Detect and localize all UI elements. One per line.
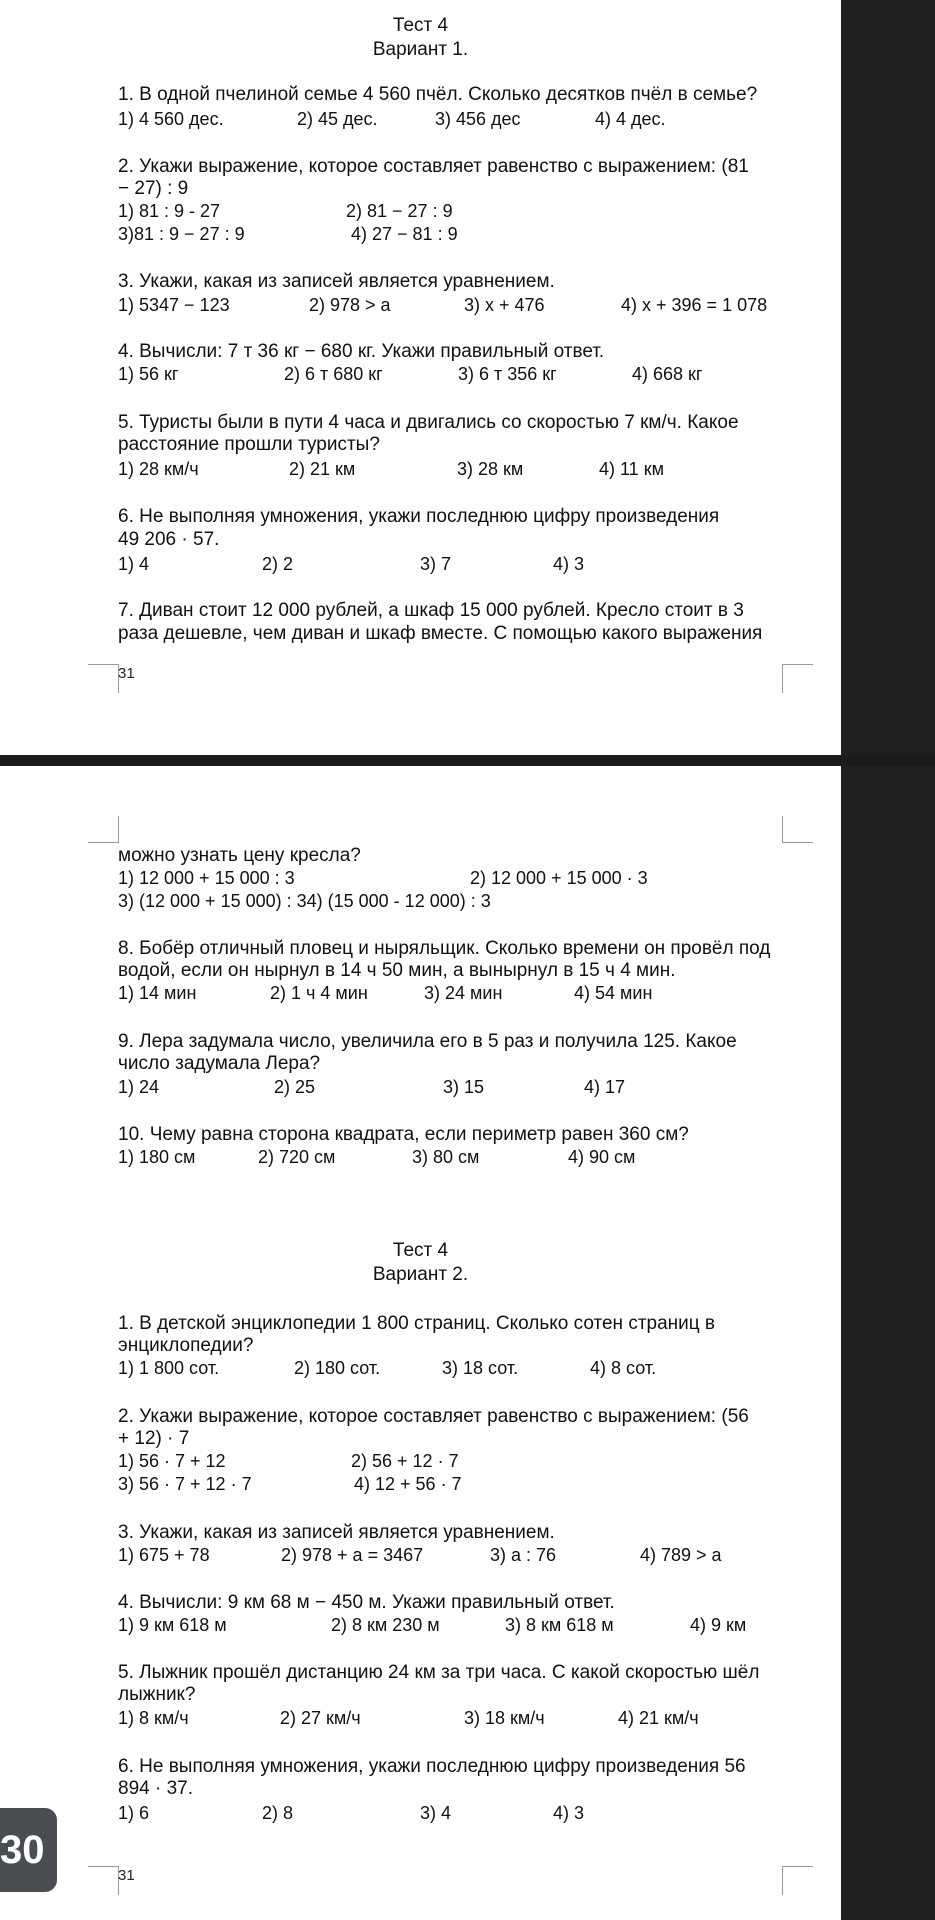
option: 4) 9 км: [690, 1615, 747, 1635]
option: 2) 720 см: [258, 1147, 336, 1167]
option: 4) 3: [553, 554, 585, 574]
option: 2) 21 км: [289, 459, 356, 479]
option: 1) 4: [118, 554, 150, 574]
question-9-cont: число задумала Лера?: [118, 1053, 321, 1074]
option: 3) 56 · 7 + 12 · 7: [118, 1474, 252, 1494]
variant-title: Вариант 1.: [372, 39, 469, 60]
option: 3) 15: [443, 1077, 485, 1097]
option: 1) 9 км 618 м: [118, 1615, 227, 1635]
option: 4) 21 км/ч: [618, 1708, 699, 1728]
crop-mark: [782, 816, 813, 843]
crop-mark: [88, 816, 119, 843]
option: 2) 8: [262, 1803, 294, 1823]
option: 1) 675 + 78: [118, 1545, 210, 1565]
option: 2) 56 + 12 · 7: [351, 1451, 459, 1471]
question-4: 4. Вычисли: 7 т 36 кг − 680 кг. Укажи правильный ответ.: [118, 341, 605, 362]
option: 1) 8 км/ч: [118, 1708, 189, 1728]
option: 1) 81 : 9 - 27: [118, 201, 221, 221]
option: 1) 6: [118, 1803, 150, 1823]
option: 2) 1 ч 4 мин: [270, 983, 368, 1003]
option: 1) 14 мин: [118, 983, 197, 1003]
option: 1) 56 · 7 + 12: [118, 1451, 226, 1471]
question-2-cont: − 27) : 9: [118, 178, 189, 199]
question-5-cont: расстояние прошли туристы?: [118, 434, 380, 455]
option: 4) 789 > а: [640, 1545, 722, 1565]
option: 3) 24 мин: [424, 983, 503, 1003]
question-5: 5. Туристы были в пути 4 часа и двигались со скоростью 7 км/ч. Какое: [118, 412, 739, 433]
question-6: 6. Не выполняя умножения, укажи последнюю цифру произведения: [118, 506, 720, 527]
question-3: 3. Укажи, какая из записей является уравнением.: [118, 271, 555, 292]
option: 2) 45 дес.: [297, 109, 378, 129]
question-6-cont: 49 206 · 57.: [118, 529, 220, 550]
question-7: 7. Диван стоит 12 000 рублей, а шкаф 15 000 рублей. Кресло стоит в 3: [118, 600, 744, 621]
option: 3) 456 дес: [435, 109, 521, 129]
option: 2) 81 − 27 : 9: [346, 201, 453, 221]
option: 1) 24: [118, 1077, 160, 1097]
question-10: 10. Чему равна сторона квадрата, если периметр равен 360 см?: [118, 1124, 689, 1145]
test-title: Тест 4: [392, 1240, 449, 1261]
option: 4) 27 − 81 : 9: [351, 224, 458, 244]
page-separator: [0, 755, 935, 766]
question-2: 2. Укажи выражение, которое составляет равенство с выражением: (56: [118, 1406, 749, 1427]
question-5-cont: лыжник?: [118, 1684, 196, 1705]
page-number: 31: [118, 1867, 135, 1884]
option: 3) 18 сот.: [442, 1358, 519, 1378]
option: 1) 12 000 + 15 000 : 3: [118, 868, 295, 888]
question-6-cont: 894 · 37.: [118, 1778, 193, 1799]
option: 3) (12 000 + 15 000) : 34) (15 000 - 12 000) : 3: [118, 891, 491, 911]
question-1: 1. В одной пчелиной семье 4 560 пчёл. Сколько десятков пчёл в семье?: [118, 84, 758, 105]
question-7-cont: можно узнать цену кресла?: [118, 845, 361, 866]
option: 2) 8 км 230 м: [331, 1615, 440, 1635]
option: 3) а : 76: [490, 1545, 557, 1565]
question-3: 3. Укажи, какая из записей является уравнением.: [118, 1522, 555, 1543]
option: 4) 90 см: [568, 1147, 636, 1167]
crop-mark: [782, 664, 813, 693]
variant-title: Вариант 2.: [372, 1264, 469, 1285]
option: 3) х + 476: [464, 295, 545, 315]
option: 4) 12 + 56 · 7: [354, 1474, 462, 1494]
option: 4) 17: [584, 1077, 626, 1097]
question-5: 5. Лыжник прошёл дистанцию 24 км за три часа. С какой скоростью шёл: [118, 1662, 760, 1683]
option: 4) 11 км: [599, 459, 664, 479]
question-1-cont: энциклопедии?: [118, 1335, 254, 1356]
question-8-cont: водой, если он нырнул в 14 ч 50 мин, а вынырнул в 15 ч 4 мин.: [118, 960, 676, 981]
option: 3) 28 км: [457, 459, 524, 479]
option: 1) 28 км/ч: [118, 459, 199, 479]
question-6: 6. Не выполняя умножения, укажи последнюю цифру произведения 56: [118, 1756, 746, 1777]
option: 2) 6 т 680 кг: [284, 364, 383, 384]
option: 2) 12 000 + 15 000 · 3: [470, 868, 648, 888]
option: 4) 3: [553, 1803, 585, 1823]
option: 1) 5347 − 123: [118, 295, 230, 315]
question-2: 2. Укажи выражение, которое составляет равенство с выражением: (81: [118, 156, 749, 177]
option: 2) 180 сот.: [294, 1358, 381, 1378]
option: 2) 2: [262, 554, 294, 574]
document-page-2: [0, 766, 841, 1920]
option: 1) 180 см: [118, 1147, 196, 1167]
option: 4) 8 сот.: [590, 1358, 657, 1378]
option: 3) 80 см: [412, 1147, 480, 1167]
test-title: Тест 4: [392, 15, 449, 36]
option: 3) 7: [420, 554, 452, 574]
option: 3) 18 км/ч: [464, 1708, 545, 1728]
page-counter-badge: 30: [0, 1808, 57, 1892]
question-8: 8. Бобёр отличный пловец и ныряльщик. Сколько времени он провёл под: [118, 938, 771, 959]
question-9: 9. Лера задумала число, увеличила его в 5 раз и получила 125. Какое: [118, 1031, 737, 1052]
question-2-cont: + 12) · 7: [118, 1428, 190, 1449]
option: 3) 6 т 356 кг: [458, 364, 557, 384]
crop-mark: [88, 1866, 119, 1895]
option: 3)81 : 9 − 27 : 9: [118, 224, 245, 244]
page-number: 31: [118, 665, 135, 682]
option: 4) х + 396 = 1 078: [621, 295, 768, 315]
option: 1) 1 800 сот.: [118, 1358, 220, 1378]
crop-mark: [88, 664, 119, 693]
option: 2) 978 > а: [309, 295, 391, 315]
option: 2) 978 + а = 3467: [281, 1545, 424, 1565]
option: 3) 8 км 618 м: [505, 1615, 614, 1635]
option: 2) 25: [274, 1077, 316, 1097]
option: 1) 4 560 дес.: [118, 109, 224, 129]
document-page-1: [0, 0, 841, 755]
option: 1) 56 кг: [118, 364, 179, 384]
option: 4) 668 кг: [632, 364, 703, 384]
viewer-background: [841, 0, 935, 1920]
option: 2) 27 км/ч: [280, 1708, 361, 1728]
crop-mark: [782, 1866, 813, 1895]
option: 4) 4 дес.: [595, 109, 666, 129]
option: 4) 54 мин: [574, 983, 653, 1003]
question-1: 1. В детской энциклопедии 1 800 страниц. Сколько сотен страниц в: [118, 1313, 716, 1334]
question-4: 4. Вычисли: 9 км 68 м − 450 м. Укажи правильный ответ.: [118, 1592, 615, 1613]
question-7-cont: раза дешевле, чем диван и шкаф вместе. С помощью какого выражения: [118, 623, 763, 644]
option: 3) 4: [420, 1803, 452, 1823]
